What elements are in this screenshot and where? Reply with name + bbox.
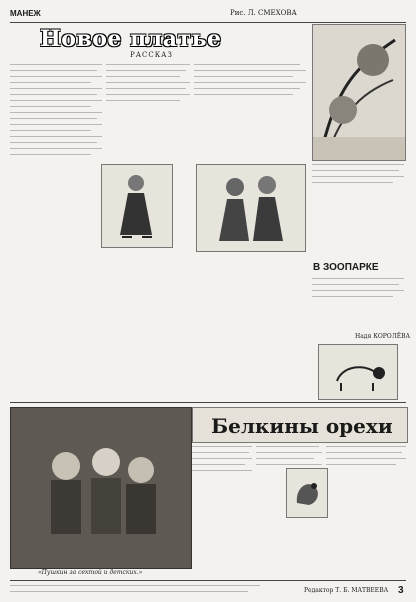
squirrel-icon xyxy=(287,469,327,517)
animal-illustration xyxy=(318,344,398,400)
girl-illustration xyxy=(101,164,173,248)
text-line xyxy=(106,94,190,95)
photo-caption: «Пушкин за сектой и детских.» xyxy=(38,569,143,576)
text-line xyxy=(194,76,293,77)
text-line xyxy=(256,458,314,459)
text-line xyxy=(194,94,293,95)
text-line xyxy=(10,88,102,89)
text-line xyxy=(106,70,186,71)
text-line xyxy=(10,100,102,101)
text-line xyxy=(106,76,180,77)
header-rule xyxy=(10,10,406,23)
sidebar-text xyxy=(312,164,404,248)
text-line xyxy=(10,70,97,71)
editor-credit: Редактор Т. Б. МАТВЕЕВА xyxy=(304,587,389,594)
text-line xyxy=(106,82,190,83)
text-line xyxy=(106,88,186,89)
story-column-1 xyxy=(10,64,102,399)
text-line xyxy=(312,176,404,177)
text-line xyxy=(106,100,180,101)
text-line xyxy=(10,136,102,137)
text-line xyxy=(10,585,260,586)
text-line xyxy=(312,170,399,171)
text-line xyxy=(10,591,248,592)
text-line xyxy=(312,278,404,279)
text-line xyxy=(192,470,252,471)
people-icon xyxy=(197,165,305,251)
lower-title: Белкины орехи xyxy=(211,414,393,438)
tree-icon xyxy=(313,25,405,160)
text-line xyxy=(10,118,97,119)
text-line xyxy=(256,464,322,465)
text-line xyxy=(194,88,300,89)
text-line xyxy=(194,70,306,71)
text-line xyxy=(192,452,249,453)
section-rule xyxy=(10,402,406,403)
text-line xyxy=(192,458,252,459)
header-left-text: МАНЕЖ xyxy=(10,9,41,18)
text-line xyxy=(10,112,102,113)
page-number: 3 xyxy=(398,585,404,596)
text-line xyxy=(10,154,91,155)
squirrel-illustration xyxy=(286,468,328,518)
text-line xyxy=(194,64,300,65)
text-line xyxy=(312,296,393,297)
text-line xyxy=(312,290,404,291)
footer-rule xyxy=(10,580,406,581)
text-line xyxy=(326,446,406,447)
text-line xyxy=(10,76,102,77)
lower-headline-box xyxy=(192,407,408,443)
text-line xyxy=(10,142,97,143)
text-line xyxy=(106,64,190,65)
footer-imprint xyxy=(10,585,260,599)
text-line xyxy=(10,94,97,95)
text-line xyxy=(326,452,402,453)
text-line xyxy=(194,82,306,83)
text-line xyxy=(10,64,102,65)
text-line xyxy=(312,182,393,183)
text-line xyxy=(192,446,252,447)
lower-column-1 xyxy=(192,446,252,574)
girl-figure-icon xyxy=(102,165,172,247)
text-line xyxy=(256,452,322,453)
header-right-text: Рис. Л. СМЕХОВА xyxy=(230,9,297,17)
text-line xyxy=(10,82,91,83)
zoo-signature: Надя КОРОЛЁВА xyxy=(355,333,411,340)
forest-illustration xyxy=(312,24,406,161)
story-title: Новое платье xyxy=(40,26,222,52)
text-line xyxy=(312,164,404,165)
text-line xyxy=(10,106,91,107)
people-illustration xyxy=(196,164,306,252)
text-line xyxy=(256,446,319,447)
text-line xyxy=(10,124,102,125)
story-kind: РАССКАЗ xyxy=(130,51,173,59)
children-photo xyxy=(10,407,192,569)
text-line xyxy=(326,458,406,459)
zoo-heading: В ЗООПАРКЕ xyxy=(313,262,379,273)
lower-column-3 xyxy=(326,446,406,574)
text-line xyxy=(192,464,245,465)
animal-icon xyxy=(319,345,397,399)
text-line xyxy=(326,464,396,465)
photo-icon xyxy=(11,408,191,568)
text-line xyxy=(10,148,102,149)
text-line xyxy=(10,130,91,131)
text-line xyxy=(312,284,399,285)
zoo-text xyxy=(312,278,404,330)
